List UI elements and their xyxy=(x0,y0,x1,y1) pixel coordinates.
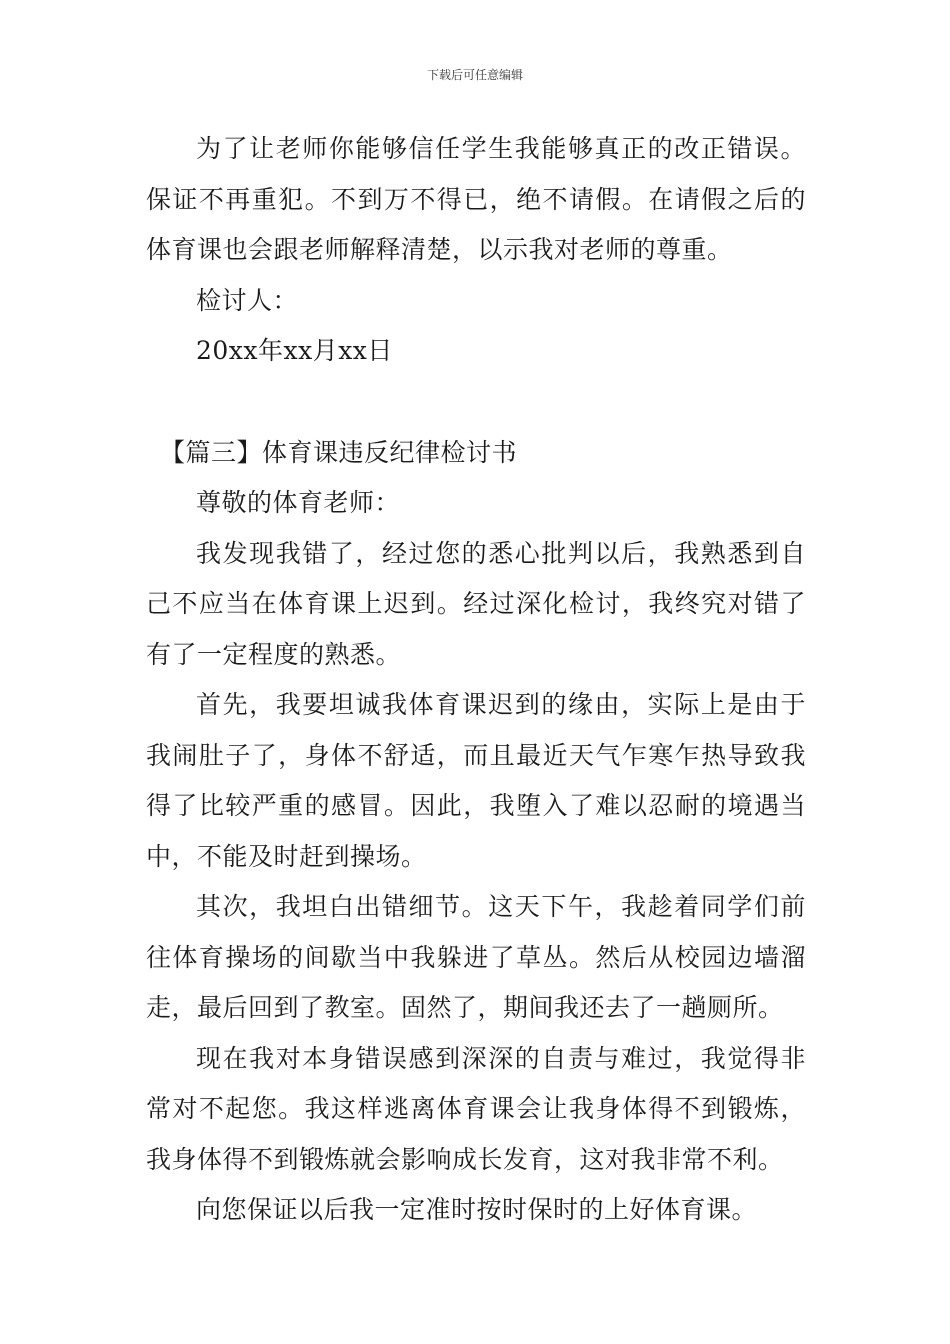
paragraph-details: 其次，我坦白出错细节。这天下午，我趁着同学们前往体育操场的间歇当中我躲进了草丛。然后从校园边墙溜走，最后回到了教室。固然了，期间我还去了一趟厕所。 xyxy=(146,892,806,1022)
page-header-note: 下载后可任意编辑 xyxy=(426,68,523,82)
document-body xyxy=(146,124,806,1236)
paragraph-admission: 我发现我错了，经过您的悉心批判以后，我熟悉到自己不应当在体育课上迟到。经过深化检讨，我终究对错了有了一定程度的熟悉。 xyxy=(146,538,806,669)
section-spacer xyxy=(146,377,806,428)
paragraph-pledge: 向您保证以后我一定准时按时保时的上好体育课。 xyxy=(196,1195,758,1224)
signature-label: 检讨人： xyxy=(196,285,299,315)
paragraph-regret: 现在我对本身错误感到深深的自责与难过，我觉得非常对不起您。我这样逃离体育课会让我身体得不到锻炼，我身体得不到锻炼就会影响成长发育，这对我非常不利。 xyxy=(146,1043,806,1174)
paragraph-promise: 为了让老师你能够信任学生我能够真正的改正错误。保证不再重犯。不到万不得已，绝不请假。在请假之后的体育课也会跟老师解释清楚，以示我对老师的尊重。 xyxy=(146,134,806,264)
section-title: 【篇三】体育课违反纪律检讨书 xyxy=(160,437,518,467)
date-line: 20xx年xx月xx日 xyxy=(196,336,393,365)
paragraph-reason: 首先，我要坦诚我体育课迟到的缘由，实际上是由于我闹肚子了，身体不舒适，而且最近天气乍寒乍热导致我得了比较严重的感冒。因此，我堕入了难以忍耐的境遇当中，不能及时赶到操场。 xyxy=(146,690,806,871)
greeting: 尊敬的体育老师： xyxy=(196,488,401,517)
